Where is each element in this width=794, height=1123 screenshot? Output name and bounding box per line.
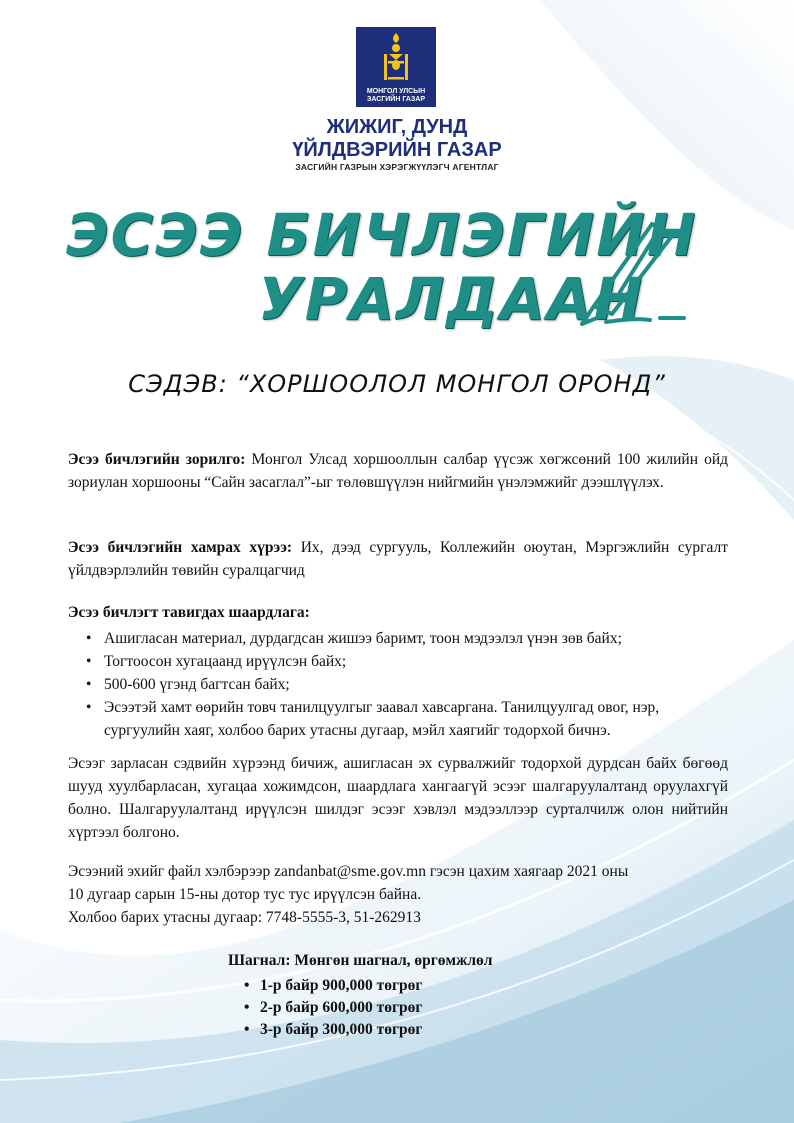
government-logo xyxy=(356,27,436,107)
title-line2: УРАЛДААН xyxy=(258,265,645,333)
org-subtitle: ЗАСГИЙН ГАЗРЫН ХЭРЭГЖҮҮЛЭГЧ АГЕНТЛАГ xyxy=(295,162,499,172)
scope-paragraph xyxy=(68,536,728,582)
goal-text: Монгол Улсад хоршооллын салбар үүсэж хөгжсөний 100 жилийн ойд зориулан хоршооны “Сайн засаглал”-ыг төлөвшүүлэн нийгмийн үнэлэмжийг дээшлүүлэх. xyxy=(68,451,729,491)
list-item: • 500-600 үгэнд багтсан байх; xyxy=(68,673,728,696)
logo-text-line1: МОНГОЛ УЛСЫН xyxy=(366,88,426,95)
prizes-heading: Шагнал: Мөнгөн шагнал, өргөмжлөл xyxy=(228,952,493,969)
scope-text: Их, дээд сургууль, Коллежийн оюутан, Мэргэжлийн сургалт үйлдвэрлэлийн төвийн суралцагчид xyxy=(68,539,728,579)
list-item: • Ашигласан материал, дурдагдсан жишээ баримт, тоон мэдээлэл үнэн зөв байх; xyxy=(68,627,728,650)
soyombo-emblem-icon xyxy=(356,27,436,87)
requirements-heading: Эсээ бичлэгт тавигдах шаардлага: xyxy=(68,604,310,621)
scope-label: Эсээ бичлэгийн хамрах хүрээ: xyxy=(68,539,293,556)
list-item: • 3-р байр 300,000 төгрөг xyxy=(244,1019,422,1041)
submission-line1: Эсээний эхийг файл хэлбэрээр zandanbat@sme.gov.mn гэсэн цахим хаягаар 2021 оны xyxy=(68,863,629,880)
logo-text-line2: ЗАСГИЙН ГАЗАР xyxy=(366,96,426,103)
prizes-list xyxy=(244,975,422,1041)
list-item: • 2-р байр 600,000 төгрөг xyxy=(244,997,422,1019)
org-name-line1: ЖИЖИГ, ДУНД xyxy=(326,116,468,138)
goal-paragraph xyxy=(68,448,728,494)
title-line1: ЭСЭЭ БИЧЛЭГИЙН xyxy=(66,201,698,269)
requirements-list xyxy=(68,627,728,742)
list-item: • Тогтоосон хугацаанд ирүүлсэн байх; xyxy=(68,650,728,673)
submission-paragraph xyxy=(68,860,728,929)
goal-label: Эсээ бичлэгийн зорилго: xyxy=(68,451,246,468)
list-item: • 1-р байр 900,000 төгрөг xyxy=(244,975,422,997)
org-name-line2: ҮЙЛДВЭРИЙН ГАЗАР xyxy=(292,139,502,161)
subject-heading: СЭДЭВ: “ХОРШООЛОЛ МОНГОЛ ОРОНД” xyxy=(128,370,666,398)
submission-line2: 10 дугаар сарын 15-ны дотор тус тус ирүүлсэн байна. xyxy=(68,886,422,903)
contact-line: Холбоо барих утасны дугаар: 7748-5555-3, 51-262913 xyxy=(68,909,421,926)
note-paragraph: Эсээг зарласан сэдвийн хүрээнд бичиж, ашигласан эх сурвалжийг тодорхой дурдсан байх бөгөөд шууд хуулбарласан, хугацаа хожимдсон, шаардлага хангаагүй эсээг шалгаруулалтанд оруулахгүй болно. Шалгаруулалтанд ирүүлсэн шилдэг эсээг хэвлэл мэдээллээр сурталчилж олон нийтийн хүртээл болгоно. xyxy=(68,755,728,841)
list-item: • Эсээтэй хамт өөрийн товч танилцуулгыг заавал хавсаргана. Танилцуулгад овог, нэр, сургуулийн хаяг, холбоо барих утасны дугаар, мэйл хаягийг тодорхой бичнэ. xyxy=(68,696,728,742)
pen-icon xyxy=(560,214,690,334)
